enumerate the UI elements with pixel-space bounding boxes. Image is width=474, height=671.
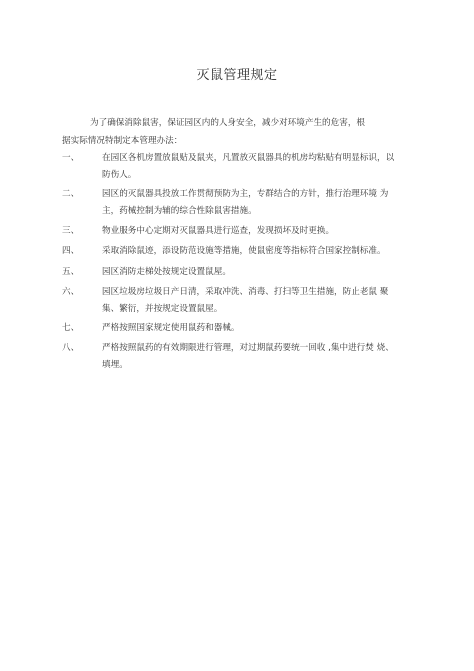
document-title: 灭鼠管理规定 [196, 68, 278, 83]
rule-text: 严格按照鼠药的有效期限进行管理，对过期鼠药要统一回收 ,集中进行焚 烧、 填埋。 [102, 343, 394, 370]
intro-paragraph [62, 114, 422, 150]
rule-number: 四、 [62, 246, 80, 256]
rule-number: 六、 [62, 287, 80, 297]
rule-number: 二、 [62, 189, 80, 199]
rule-text: 在园区各机房置放鼠贴及鼠夹，凡置放灭鼠器具的机房均粘贴有明显标识，以 防伤人。 [102, 153, 395, 180]
rule-number: 八、 [62, 343, 80, 353]
rule-item [62, 264, 422, 281]
rule-number: 一、 [62, 153, 80, 163]
rule-text: 园区的灭鼠器具投放工作贯彻预防为主，专群结合的方针，推行治理环境 为 主，药械控制为辅的综合性除鼠害措施。 [102, 189, 389, 216]
rule-item [62, 320, 422, 337]
rule-text: 采取消除鼠迹，添设防范设施等措施，使鼠密度等指标符合国家控制标准。 [102, 246, 386, 256]
rule-text: 园区垃圾房垃圾日产日清，采取冲洗、消毒、打扫等卫生措施，防止老鼠 聚 集、繁衍，并按规定设置鼠屋。 [102, 287, 389, 314]
rule-number: 七、 [62, 323, 80, 333]
rule-item [62, 223, 422, 240]
rule-number: 五、 [62, 267, 80, 277]
rule-item [62, 243, 422, 260]
rule-item [62, 340, 422, 374]
rule-item [62, 284, 422, 318]
intro-line-2: 据实际情况特制定本管理办法： [62, 136, 183, 146]
intro-line-1: 为了确保消除鼠害，保证园区内的人身安全，减少对环境产生的危害，根 [90, 118, 366, 128]
rule-text: 严格按照国家规定使用鼠药和器械。 [102, 323, 240, 333]
rule-item [62, 186, 422, 220]
rule-item [62, 150, 422, 184]
rule-text: 园区消防走梯处按规定设置鼠屋。 [102, 267, 231, 277]
rule-text: 物业服务中心定期对灭鼠器具进行巡查，发现损坏及时更换。 [102, 226, 335, 236]
rule-number: 三、 [62, 226, 80, 236]
